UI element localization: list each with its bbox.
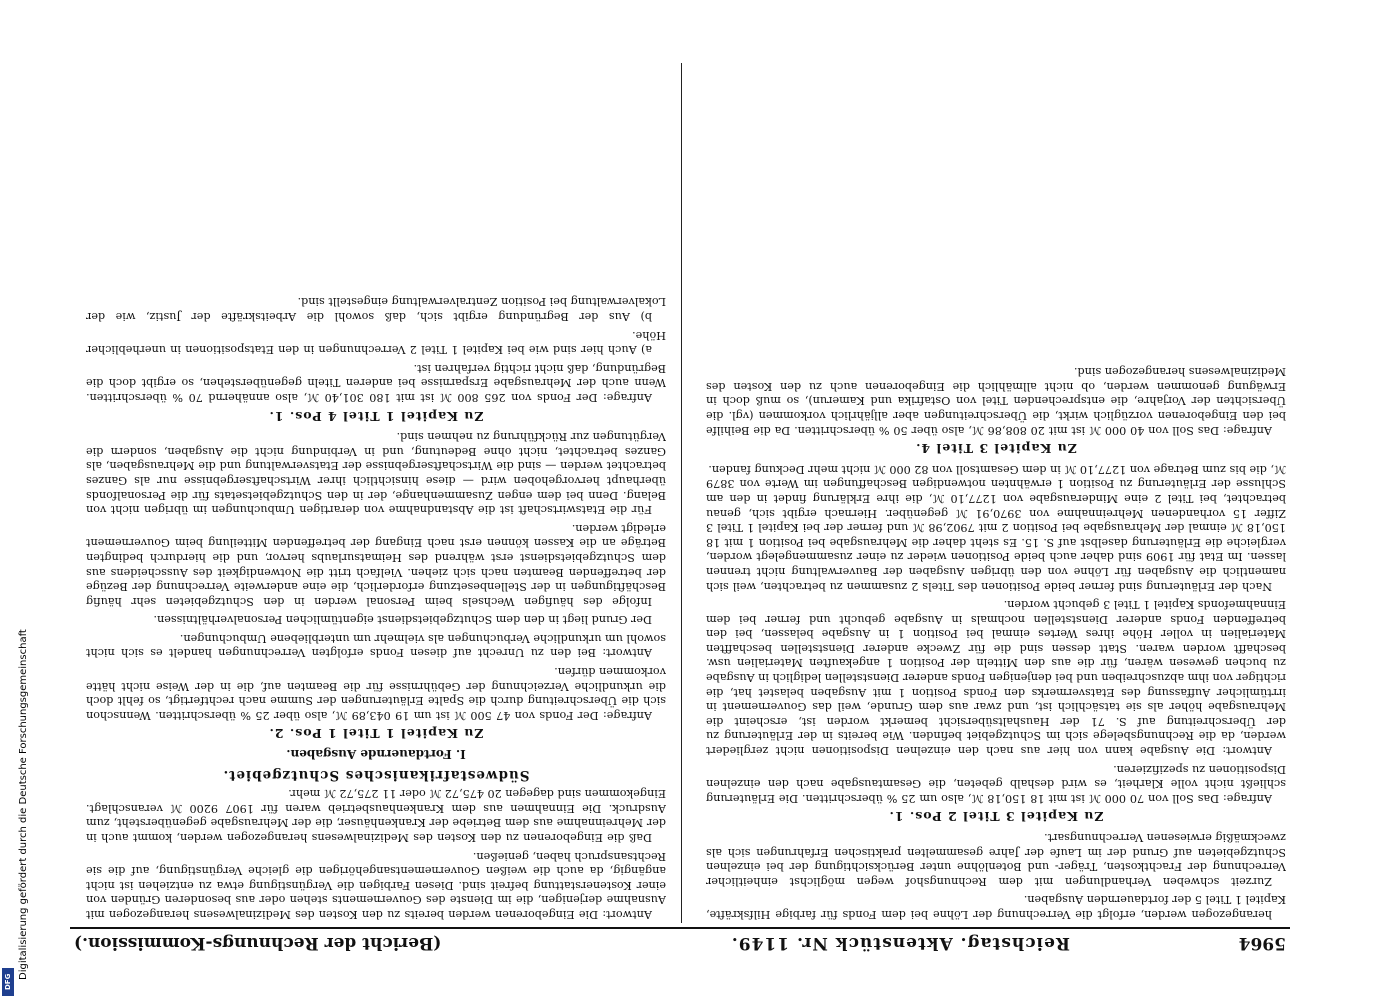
- digitization-text: Digitalisierung gefördert durch die Deutsche Forschungsgemeinschaft: [18, 629, 29, 980]
- paragraph: Antwort: Bei den zu Unrecht auf diesen Fonds erfolgten Verrechnungen handelt es sich nicht sowohl um urkundliche Verbuchungen als vielmehr um unterbliebene Umbuchungen.: [86, 631, 666, 660]
- section-heading: Zu Kapitel 3 Titel 4.: [915, 441, 1077, 457]
- paragraph: Anfrage: Der Fonds von 265 800 ℳ ist mit 180 301,40 ℳ, also annähernd 70 % überschritten. Wenn auch der Mehrausgabe Ersparnisse bei anderen Titeln gegenüberstehen, so ergibt doch die Begründung, daß nicht richtig verfahren ist.: [86, 361, 666, 404]
- paragraph: Der Grund liegt in den dem Schutzgebietsdienst eigentümlichen Personalverhältnissen.: [153, 613, 652, 627]
- section-heading: Zu Kapitel 3 Titel 2 Pos. 1.: [888, 809, 1104, 825]
- digitization-note: [0, 180, 40, 1000]
- paragraph: Infolge des häufigen Wechsels beim Personal werden in den Schutzgebieten sehr häufig Beschäftigungen in der Stellenbesetzung erforderlich, die eine anderweite Verrechnung der Bezüge der betreffenden Beamten nach sich ziehen. Vielfach tritt die Notwendigkeit des Ausscheidens aus dem Schutzgebietsdienst erst während des Heimatsurlaubs hervor, und die hierdurch bedingten Beträge an die Kassen können erst nach Eingang der betreffenden Mitteilung beim Gouvernement erledigt werden.: [86, 521, 666, 608]
- paragraph: b) Aus der Begründung ergibt sich, daß sowohl die Arbeitskräfte der Justiz, wie der Lokalverwaltung bei Position Zentralverwaltung eingestellt sind.: [86, 295, 666, 324]
- right-column: [86, 66, 666, 921]
- left-column: [706, 66, 1286, 921]
- paragraph: Für die Etatswirtschaft ist die Abstandnahme von derartigen Umbuchungen im übrigen nicht von Belang. Denn bei dem engen Zusammenhange, der in den Schutzgebietsetats für die Personalfonds überhaupt hervorgehoben wird — diese hinsichtlich ihrer Wirtschaftsergebnisse nur als Ganzes betrachtet werden — sind die Wirtschaftsergebnisse der Etatsverwaltung und die Mehrausgaben, als Ganzes betrachtet, nicht ohne Bedeutung, und in Verbindung nicht die Ausgaben, sondern die Vergütungen zur Rückführung zu nehmen sind.: [86, 430, 666, 517]
- header-title: Reichstag. Aktenstück Nr. 1149.: [730, 933, 1070, 953]
- paragraph: Anfrage: Das Soll von 70 000 ℳ ist mit 18 150,18 ℳ, also um 25 % überschritten. Die Erläuterung schließt nicht volle Klarheit, es wird deshalb gebeten, die Gesamtausgabe nach den einzelnen Dispositionen zu spezifizieren.: [706, 762, 1286, 805]
- section-heading: Zu Kapitel 1 Titel 1 Pos. 2.: [268, 726, 484, 742]
- page-number: 5964: [1238, 933, 1286, 953]
- dfg-logo: DFG: [2, 968, 14, 996]
- subsection-heading: I. Fortdauernde Ausgaben.: [286, 747, 466, 762]
- paragraph: Antwort: Die Ausgabe kann von hier aus nach den einzelnen Dispositionen nicht zergliedert werden, da die Rechnungsbelege sich im Schutzgebiet befinden. Wie bereits in der Erläuterung zu der Überschreitung auf S. 71 der Haushaltsübersicht bemerkt worden ist, erscheint die Mehrausgabe höher als sie tatsächlich ist, und zwar aus dem Grunde, weil das Gouvernement in irrtümlicher Auffassung des Etatsvermerks den Fonds Position 1 mit Ausgaben belastet hat, die richtiger von ihm abzuschreiben und bei denjenigen Fonds anderer Dienststellen lediglich in Ausgabe zu buchen gewesen wären, für die aus den Mitteln der Position 1 angekauften Materialien usw. beschafft worden waren. Statt dessen sind die für Zwecke anderer Dienststellen beschafften Materialien in voller Höhe ihres Wertes einmal bei Position 1 in Ausgabe belassen, bei den betreffenden Fonds anderer Dienststellen nochmals in Ausgabe gebucht und ferner bei dem Einnahmefonds Kapitel 1 Titel 3 gebucht worden.: [706, 598, 1286, 758]
- paragraph: Anfrage: Der Fonds von 47 500 ℳ ist um 19 043,89 ℳ, also über 25 % überschritten. Wennschon sich die Überschreitung durch die Spalte Erläuterungen der Summe nach rechtfertigt, so fehlt doch die urkundliche Verzeichnung der Gebührnisse für die Beamten auf, die in der Weise nicht hätte vorkommen dürfen.: [86, 665, 666, 722]
- paragraph: a) Auch hier sind wie bei Kapitel 1 Titel 2 Verrechnungen in den Etatspositionen in unerheblicher Höhe.: [86, 328, 666, 357]
- paragraph: herangezogen werden, erfolgt die Verrechnung der Löhne bei dem Fonds für farbige Hilfskräfte, Kapitel 1 Titel 5 der fortdauernden Ausgaben.: [706, 893, 1286, 921]
- page-header: [60, 929, 1300, 955]
- header-subtitle: (Bericht der Rechnungs-Kommission.): [74, 933, 442, 953]
- column-divider: [681, 63, 682, 923]
- section-heading: Zu Kapitel 1 Titel 4 Pos. 1.: [268, 408, 484, 424]
- scanned-page: [60, 55, 1300, 955]
- paragraph: Nach der Erläuterung sind ferner beide Positionen des Titels 2 zusammen zu betrachten, weil sich namentlich die Ausgaben für Löhne von den übrigen Ausgaben der Bauverwaltung nicht trennen lassen. Im Etat für 1909 sind daher auch beide Positionen wieder zu einer zusammengelegt worden, vergleiche die Erläuterung daselbst auf S. 15. Es steht daher die Mehrausgabe bei Position 1 mit 18 150,18 ℳ einmal der Mehrausgabe bei Position 2 mit 7902,98 ℳ und ferner der bei Kapitel 1 Titel 3 Ziffer 15 vorhandenen Mehreinnahme von 3970,91 ℳ gegenüber. Hiernach ergibt sich, genau betrachtet, bei Titel 2 eine Minderausgabe von 1277,10 ℳ, die ihre Erklärung findet in den am Schlusse der Erläuterung zu Position 1 erwähnten notwendigen Beschaffungen im Werte von 3879 ℳ, die bis zum Betrage von 1277,10 ℳ in dem Gesamtsoll von 82 000 ℳ nicht mehr Deckung fanden.: [706, 462, 1286, 593]
- header-rule: [70, 927, 1290, 929]
- paragraph: Daß die Eingeborenen zu den Kosten des Medizinalwesens herangezogen werden, kommt auch in der Mehreinnahme aus dem Betriebe der Krankenhäuser, die der Mehrausgabe gegenübersteht, zum Ausdruck. Die Einnahmen aus dem Krankenhausbetrieb waren für 1907 9200 ℳ veranschlagt. Eingekommen sind dagegen 20 475,72 ℳ oder 11 275,72 ℳ mehr.: [86, 787, 666, 845]
- paragraph: Anfrage: Das Soll von 40 000 ℳ ist mit 20 808,86 ℳ, also über 50 % überschritten. Da die Beihilfe bei den Eingeborenen vorzüglich wirkt, die Überschreitungen aber alljährlich vorkommen (vgl. die Übersichten der Vorjahre, die entsprechenden Titel von Ostafrika und Kamerun), so muß doch in Erwägung genommen werden, ob nicht allmählich die Eingeborenen auch zu den Kosten des Medizinalwesens herangezogen sind.: [706, 365, 1286, 437]
- document-section-title: Südwestafrikanisches Schutzgebiet.: [222, 766, 530, 783]
- paragraph: Zurzeit schweben Verhandlungen mit dem Rechnungshof wegen möglichst einheitlicher Verrechnung der Frachtkosten, Träger- und Botenlöhne unter Berücksichtigung der bei einzelnen Schutzgebieten auf Grund der im Laufe der Jahre gesammelten praktischen Erfahrungen sich als zweckmäßig erwiesenen Verrechnungsart.: [706, 831, 1286, 888]
- paragraph: Antwort: Die Eingeborenen werden bereits zu den Kosten des Medizinalwesens herangezogen mit Ausnahme derjenigen, die im Dienste des Gouvernements stehen oder aus besonderen Gründen von einer Kostenerstattung befreit sind. Diesen Farbigen die Vergünstigung etwa zu entziehen ist nicht angängig, da auch die weißen Gouvernementsangehörigen die gleiche Vergünstigung, auf die sie Rechtsanspruch haben, genießen.: [86, 849, 666, 921]
